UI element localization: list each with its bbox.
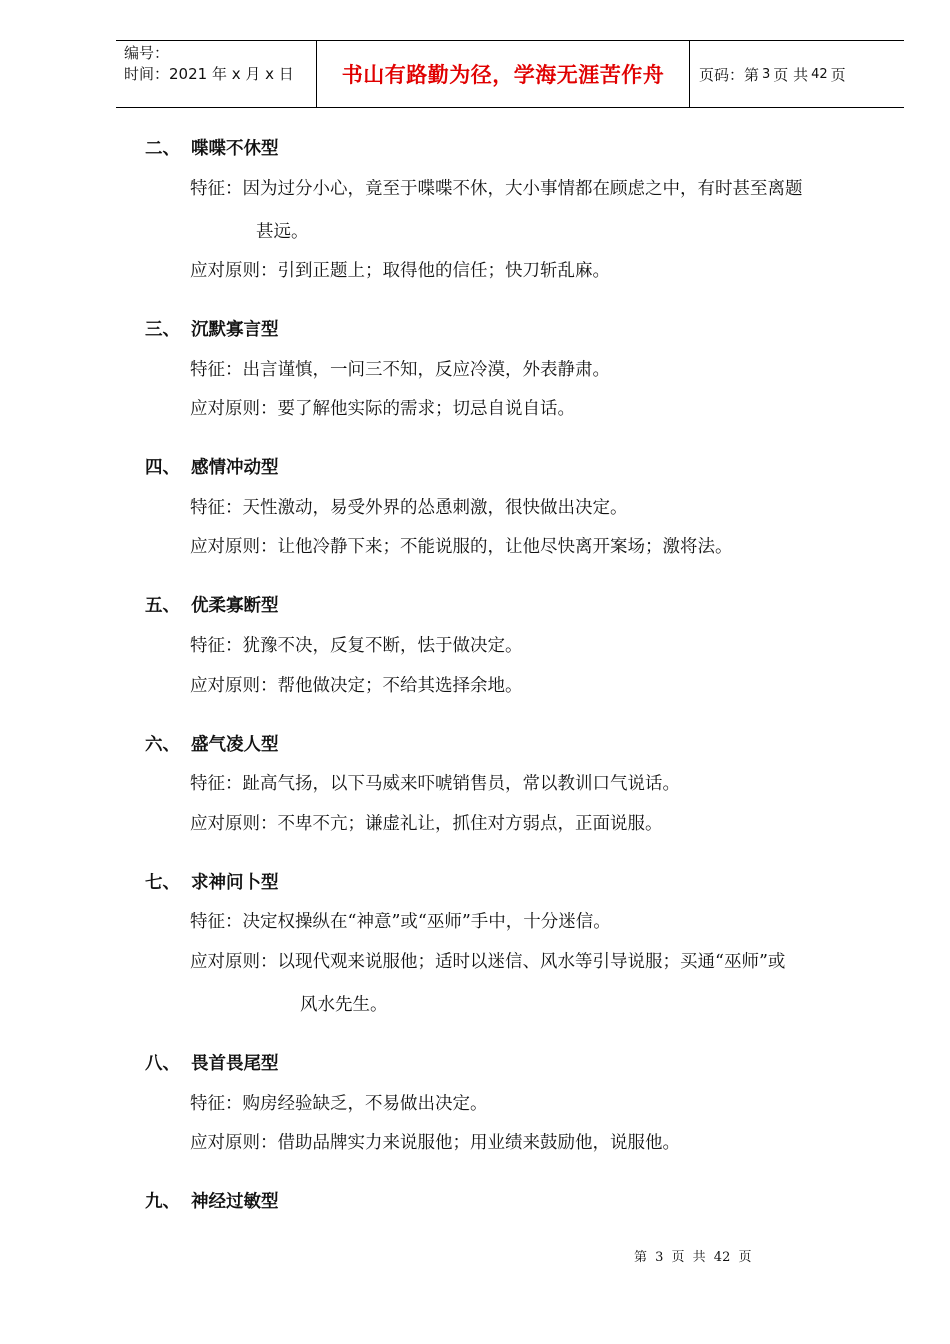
principle-text-continued: 风水先生。: [300, 995, 388, 1015]
code-label: 编号：: [124, 44, 170, 62]
section-number: 九、: [145, 1192, 180, 1212]
section-number: 五、: [145, 596, 180, 616]
feature-text: 特征：购房经验缺乏，不易做出决定。: [190, 1094, 488, 1114]
section-title: 求神问卜型: [191, 873, 279, 893]
page-footer: 第 3 页 共 42 页: [634, 1250, 752, 1265]
principle-text: 应对原则：帮他做决定；不给其选择余地。: [190, 676, 523, 696]
feature-text-continued: 甚远。: [256, 222, 309, 242]
section-number: 七、: [145, 873, 180, 893]
page-suffix: 页: [830, 65, 846, 84]
header-motto-cell: [316, 41, 690, 107]
feature-text: 特征：天性激动，易受外界的怂恿刺激，很快做出决定。: [190, 498, 628, 518]
section-title: 喋喋不休型: [191, 139, 279, 159]
time-label: 时间：2021 年 x 月 x 日: [124, 65, 294, 83]
principle-text: 应对原则：不卑不亢；谦虚礼让，抓住对方弱点，正面说服。: [190, 814, 663, 834]
page-total: 42: [811, 66, 828, 82]
section-title: 神经过敏型: [191, 1192, 279, 1212]
header-meta: [116, 41, 316, 107]
principle-text: 应对原则：要了解他实际的需求；切忌自说自话。: [190, 399, 575, 419]
principle-text: 应对原则：引到正题上；取得他的信任；快刀斩乱麻。: [190, 261, 610, 281]
section-heading: [145, 137, 279, 161]
feature-text: 特征：犹豫不决，反复不断，怯于做决定。: [190, 636, 523, 656]
section-number: 六、: [145, 735, 180, 755]
section-heading: [145, 456, 279, 480]
page-current: 3: [762, 66, 771, 82]
section-number: 三、: [145, 320, 180, 340]
page-header: [116, 40, 904, 108]
section-heading: [145, 871, 279, 895]
section-heading: [145, 594, 279, 618]
section-title: 盛气凌人型: [191, 735, 279, 755]
header-page-info: [690, 41, 904, 107]
section-number: 四、: [145, 458, 180, 478]
section-title: 畏首畏尾型: [191, 1054, 279, 1074]
section-title: 沉默寡言型: [191, 320, 279, 340]
section-number: 八、: [145, 1054, 180, 1074]
motto: 书山有路勤为径，学海无涯苦作舟: [341, 63, 665, 87]
page-mid: 页 共: [773, 65, 809, 84]
section-title: 优柔寡断型: [191, 596, 279, 616]
section-title: 感情冲动型: [191, 458, 279, 478]
feature-text: 特征：趾高气扬，以下马威来吓唬销售员，常以教训口气说话。: [190, 774, 680, 794]
section-heading: [145, 1052, 279, 1076]
section-heading: [145, 318, 279, 342]
page-prefix: 页码：第: [699, 65, 760, 84]
feature-text: 特征：出言谨慎，一问三不知，反应冷漠，外表静肃。: [190, 360, 610, 380]
feature-text: 特征：因为过分小心，竟至于喋喋不休，大小事情都在顾虑之中，有时甚至离题: [190, 179, 803, 199]
principle-text: 应对原则：借助品牌实力来说服他；用业绩来鼓励他，说服他。: [190, 1133, 680, 1153]
principle-text: 应对原则：以现代观来说服他；适时以迷信、风水等引导说服；买通“巫师”或: [190, 952, 786, 972]
feature-text: 特征：决定权操纵在“神意”或“巫师”手中，十分迷信。: [190, 912, 611, 932]
principle-text: 应对原则：让他冷静下来；不能说服的，让他尽快离开案场；激将法。: [190, 537, 733, 557]
section-number: 二、: [145, 139, 180, 159]
section-heading: [145, 1190, 279, 1214]
section-heading: [145, 733, 279, 757]
